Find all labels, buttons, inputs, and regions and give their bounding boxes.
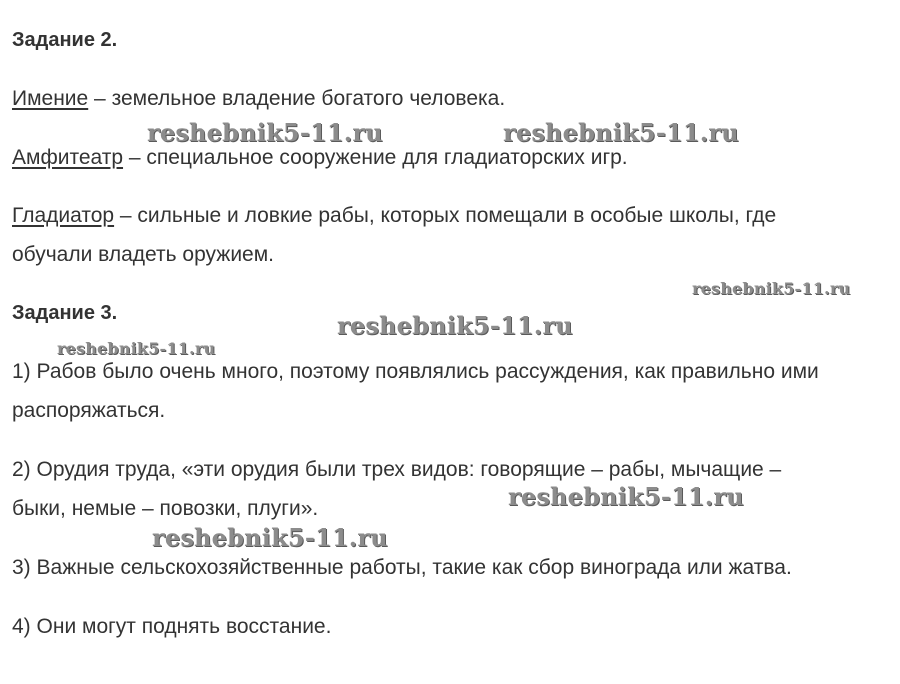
task2-heading: Задание 2.: [12, 29, 118, 51]
definition-estate-text: – земельное владение богатого человека.: [88, 87, 506, 110]
watermark: reshebnik5-11.ru: [508, 482, 744, 511]
definition-amphitheatre: [12, 145, 628, 171]
answer-1-line-1: 1) Рабов было очень много, поэтому появлялись рассуждения, как правильно ими: [12, 360, 819, 383]
watermark: reshebnik5-11.ru: [503, 118, 739, 147]
watermark: reshebnik5-11.ru: [57, 339, 216, 358]
term-estate: Имение: [12, 87, 89, 110]
answer-1-line-2: распоряжаться.: [12, 399, 166, 422]
answer-4: 4) Они могут поднять восстание.: [12, 615, 332, 638]
watermark: reshebnik5-11.ru: [152, 523, 388, 552]
term-gladiator: Гладиатор: [12, 204, 115, 227]
definition-gladiator-text: – сильные и ловкие рабы, которых помещали в особые школы, где: [114, 204, 777, 227]
answer-3: 3) Важные сельскохозяйственные работы, такие как сбор винограда или жатва.: [12, 556, 792, 579]
watermark: reshebnik5-11.ru: [692, 279, 851, 298]
watermark: reshebnik5-11.ru: [337, 311, 573, 340]
term-amphitheatre: Амфитеатр: [12, 146, 124, 169]
answer-2-line-2: быки, немые – повозки, плуги».: [12, 497, 319, 520]
watermark: reshebnik5-11.ru: [147, 118, 383, 147]
definition-estate: [12, 86, 505, 112]
answer-2-line-1: 2) Орудия труда, «эти орудия были трех видов: говорящие – рабы, мычащие –: [12, 458, 782, 481]
definition-gladiator-continuation: обучали владеть оружием.: [12, 243, 275, 266]
definition-gladiator: [12, 203, 776, 229]
definition-amphitheatre-text: – специальное сооружение для гладиаторских игр.: [123, 146, 628, 169]
task3-heading: Задание 3.: [12, 302, 118, 324]
